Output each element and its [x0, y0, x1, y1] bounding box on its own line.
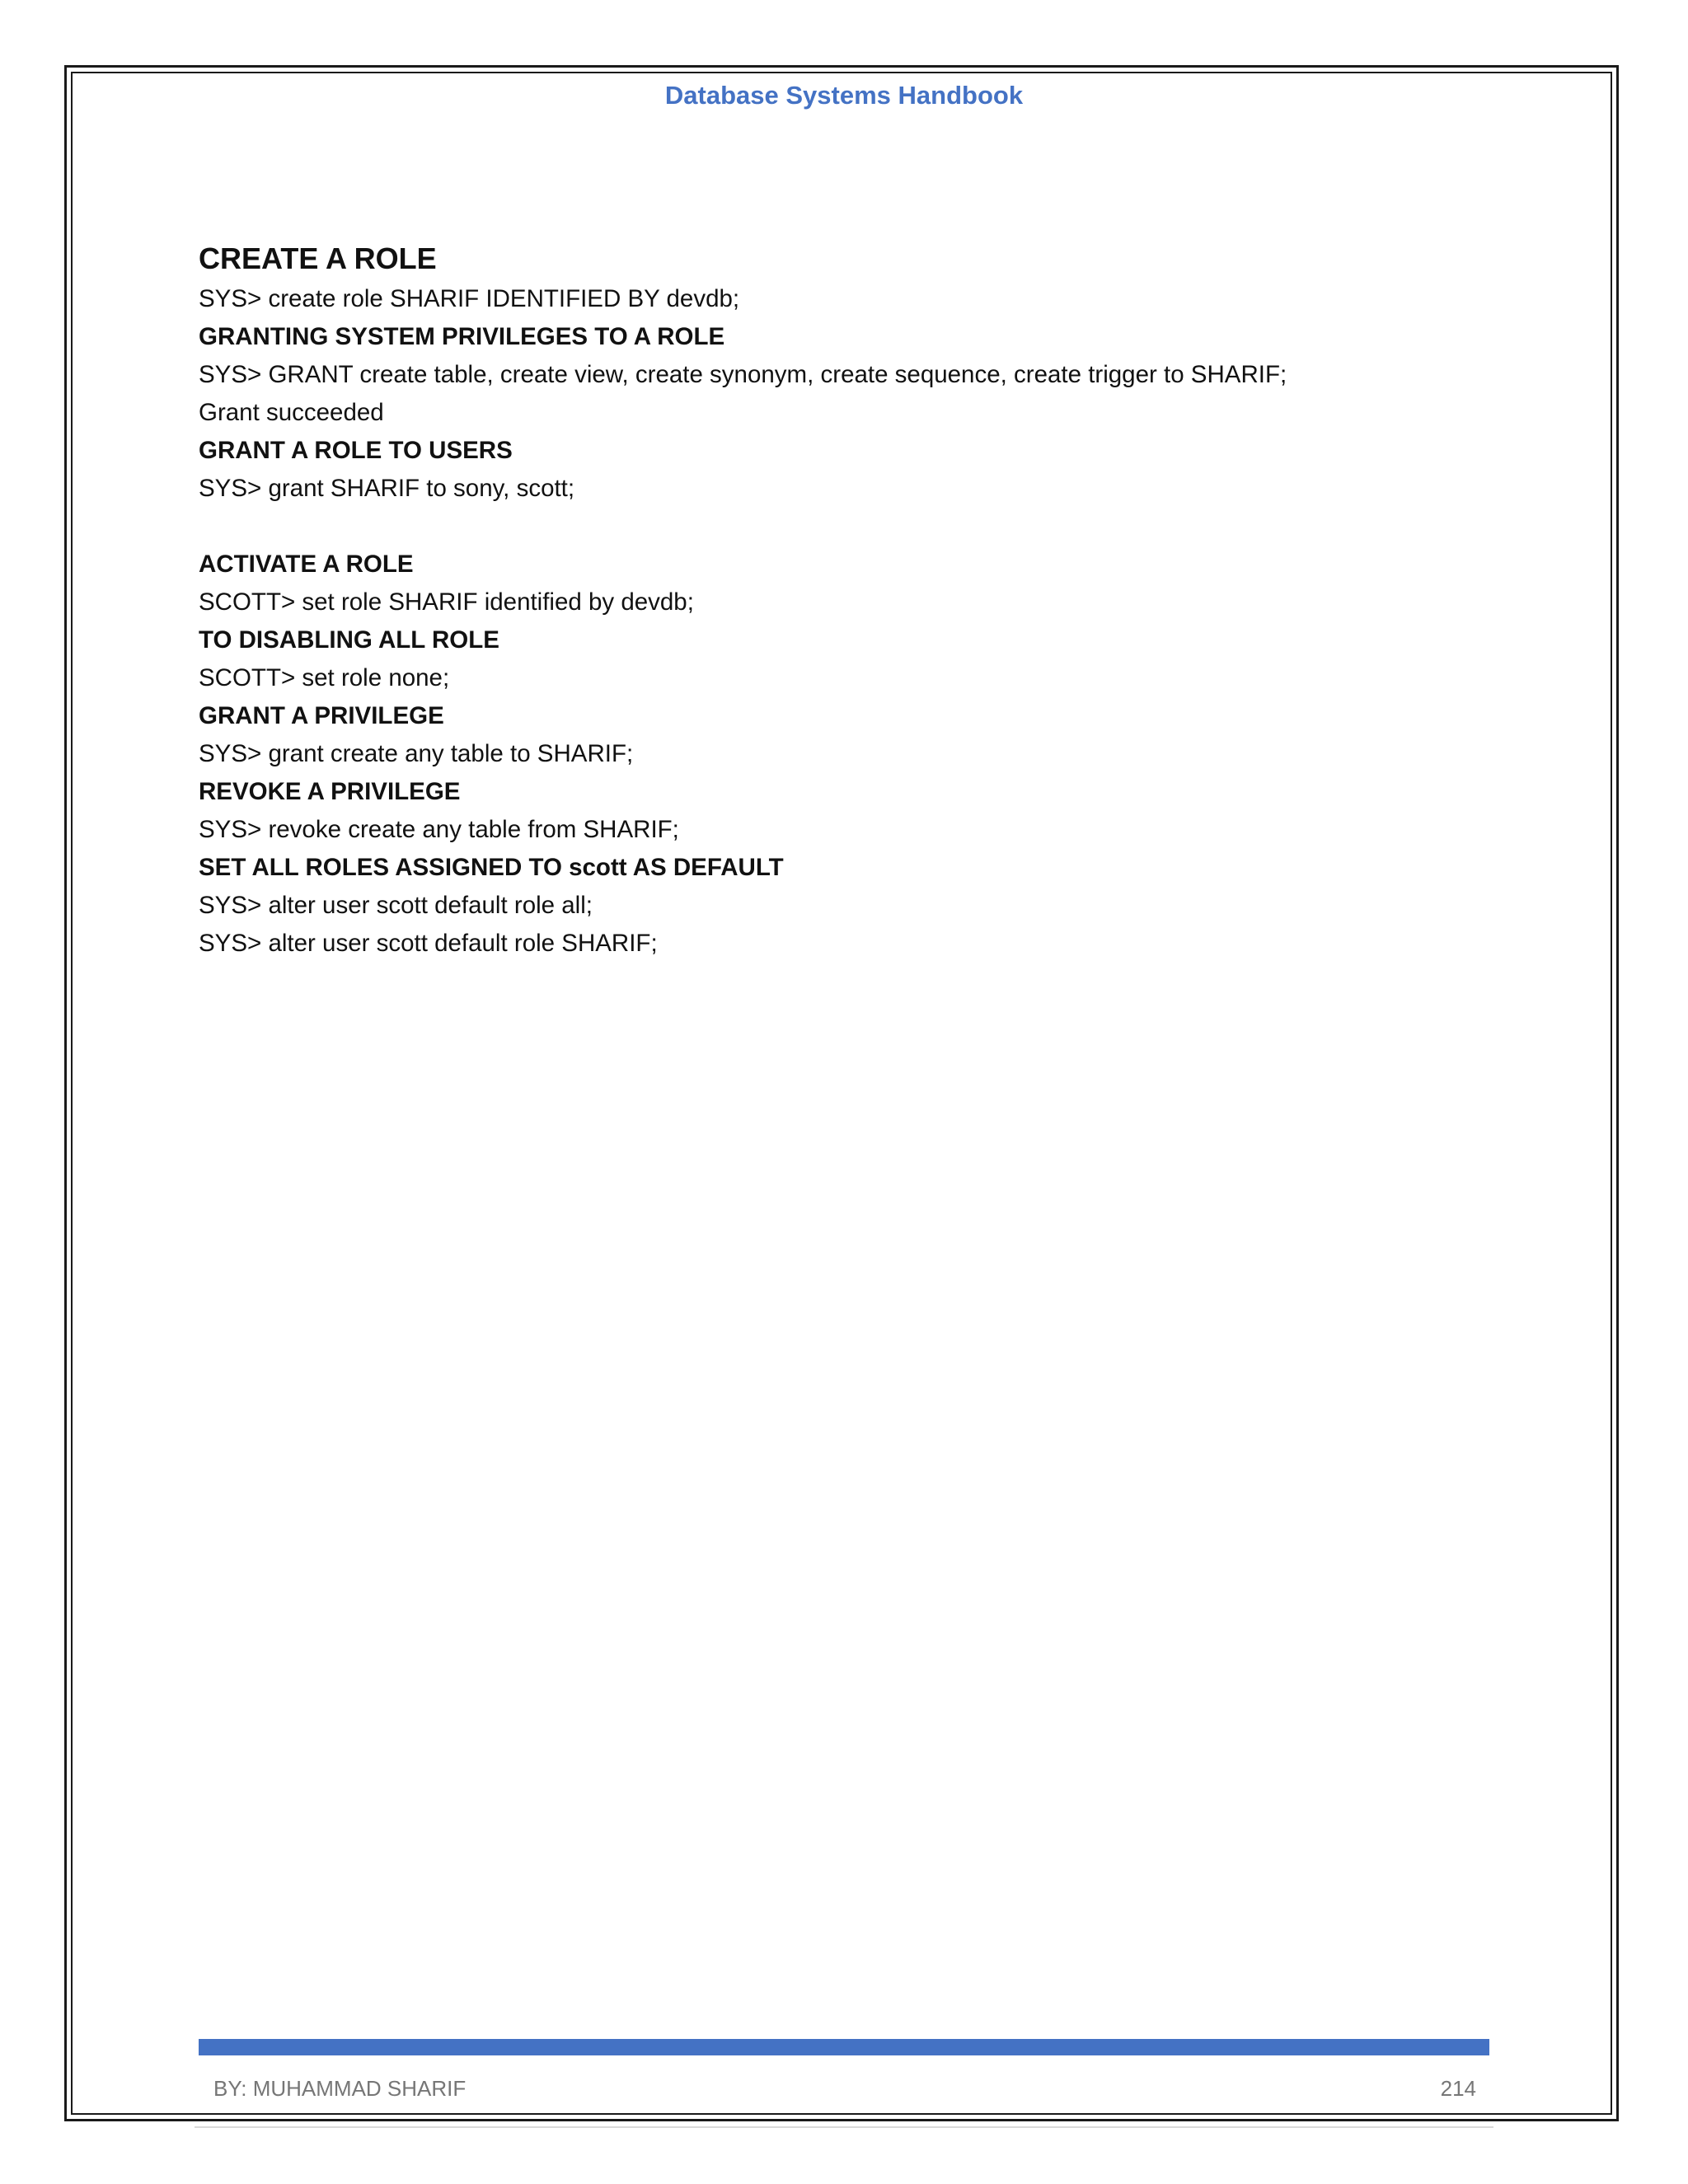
page-number: 214	[1440, 2076, 1476, 2101]
page-content	[199, 237, 1501, 963]
code-line: SCOTT> set role none;	[199, 664, 450, 691]
header-title: Database Systems Handbook	[664, 81, 1024, 110]
result-line: Grant succeeded	[199, 399, 384, 426]
code-line: SYS> grant create any table to SHARIF;	[199, 740, 634, 767]
spacer	[199, 508, 1501, 546]
code-line: SYS> revoke create any table from SHARIF;	[199, 816, 679, 843]
section-heading: GRANT A ROLE TO USERS	[199, 437, 513, 464]
code-line: SYS> GRANT create table, create view, create synonym, create sequence, create trigger to SHARIF;	[199, 361, 1287, 388]
section-heading: GRANTING SYSTEM PRIVILEGES TO A ROLE	[199, 323, 725, 350]
code-line: SCOTT> set role SHARIF identified by devdb;	[199, 588, 694, 616]
code-line: SYS> create role SHARIF IDENTIFIED BY devdb;	[199, 285, 740, 312]
section-heading: ACTIVATE A ROLE	[199, 551, 414, 578]
section-title: CREATE A ROLE	[199, 241, 437, 275]
section-heading: SET ALL ROLES ASSIGNED TO scott AS DEFAULT	[199, 854, 784, 881]
section-heading: GRANT A PRIVILEGE	[199, 702, 444, 729]
footer-accent-bar	[199, 2039, 1489, 2055]
code-line: SYS> alter user scott default role SHARIF;	[199, 930, 658, 957]
code-line: SYS> grant SHARIF to sony, scott;	[199, 475, 575, 502]
footer-rule	[195, 2126, 1493, 2128]
footer-author: BY: MUHAMMAD SHARIF	[213, 2076, 467, 2101]
code-line: SYS> alter user scott default role all;	[199, 892, 593, 919]
section-heading: REVOKE A PRIVILEGE	[199, 778, 461, 805]
section-heading: TO DISABLING ALL ROLE	[199, 626, 499, 654]
